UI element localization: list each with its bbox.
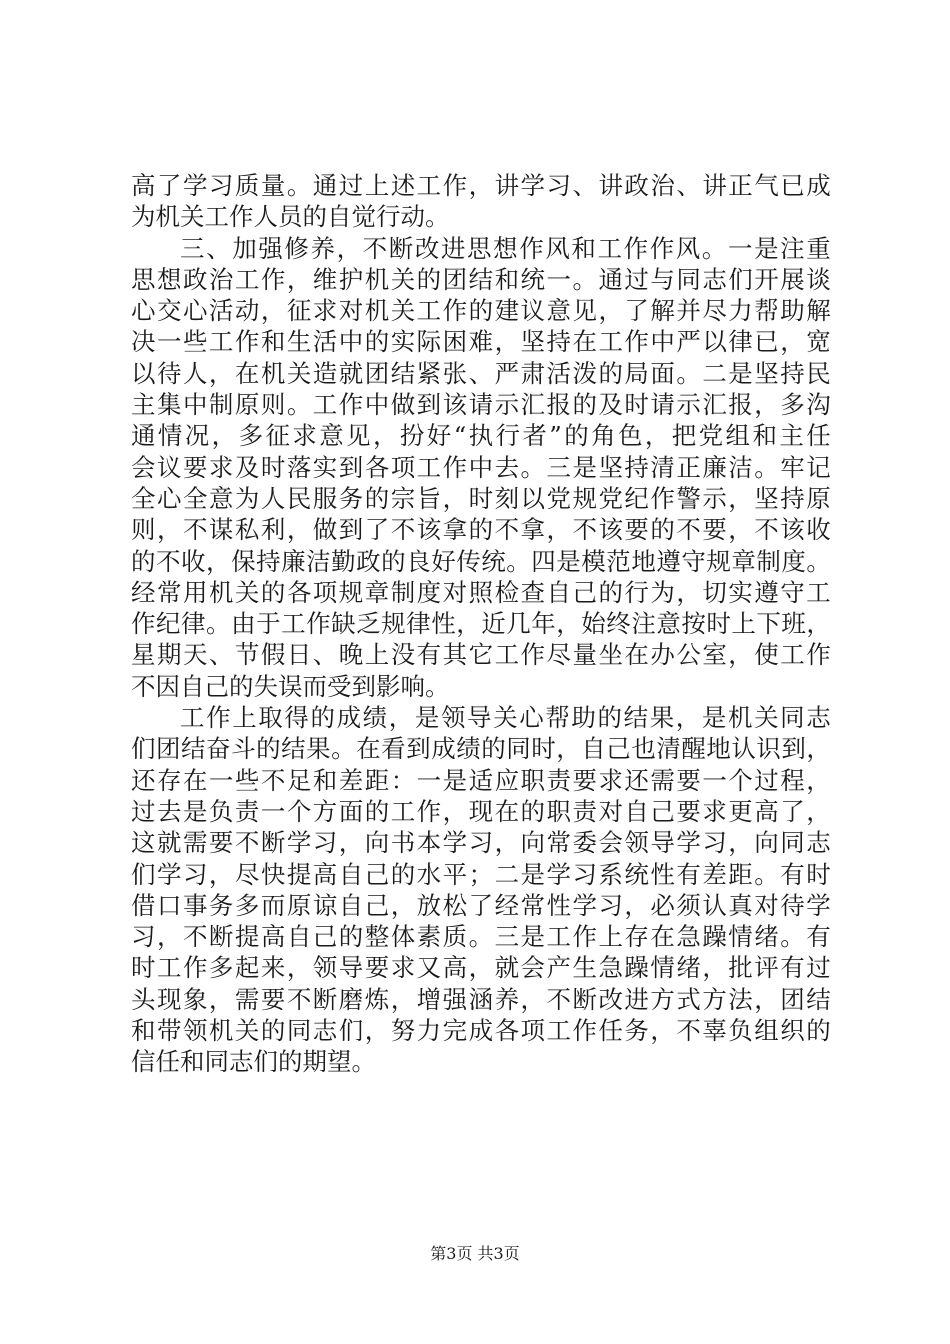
- document-body: [131, 170, 831, 1078]
- text-line: 不因自己的失误而受到影响。: [131, 671, 450, 701]
- text-line: 为机关工作人员的自觉行动。: [131, 202, 450, 232]
- text-line: 作 纪 律 。 由 于 工 作 缺 乏 规 律 性 ， 近 几 年 ， 始 终 注 意 按 时 上 下 班 ，: [131, 609, 831, 639]
- text-line: 时 工 作 多 起 来 ， 领 导 要 求 又 高 ， 就 会 产 生 急 躁 情 绪 ， 批 评 有 过: [131, 953, 831, 983]
- text-line: 三 、 加 强 修 养 ， 不 断 改 进 思 想 作 风 和 工 作 作 风 。 一 是 注 重: [180, 233, 831, 263]
- text-line: 过 去 是 负 责 一 个 方 面 的 工 作 ， 现 在 的 职 责 对 自 己 要 求 更 高 了 ，: [131, 796, 831, 826]
- text-line: 们 团 结 奋 斗 的 结 果 。 在 看 到 成 绩 的 同 时 ， 自 己 也 清 醒 地 认 识 到 ，: [131, 734, 831, 764]
- text-line: 们 学 习 ， 尽 快 提 高 自 己 的 水 平 ； 二 是 学 习 系 统 性 有 差 距 。 有 时: [131, 859, 831, 889]
- text-line: 这 就 需 要 不 断 学 习 ， 向 书 本 学 习 ， 向 常 委 会 领 导 学 习 ， 向 同 志: [131, 828, 831, 858]
- text-line: 以 待 人 ， 在 机 关 造 就 团 结 紧 张 、 严 肃 活 泼 的 局 面 。 二 是 坚 持 民: [131, 358, 831, 388]
- text-line: 则 ， 不 谋 私 利 ， 做 到 了 不 该 拿 的 不 拿 ， 不 该 要 的 不 要 ， 不 该 收: [131, 515, 831, 545]
- text-line: 的 不 收 ， 保 持 廉 洁 勤 政 的 良 好 传 统 。 四 是 模 范 地 遵 守 规 章 制 度 。: [131, 546, 831, 576]
- text-line: 还 存 在 一 些 不 足 和 差 距 ： 一 是 适 应 职 责 要 求 还 需 要 一 个 过 程 ，: [131, 765, 831, 795]
- text-line: 通 情 况 ， 多 征 求 意 见 ， 扮 好 “ 执 行 者 ” 的 角 色 ， 把 党 组 和 主 任: [131, 421, 831, 451]
- text-line: 信任和同志们的期望。: [131, 1047, 376, 1077]
- text-line: 和 带 领 机 关 的 同 志 们 ， 努 力 完 成 各 项 工 作 任 务 ， 不 辜 负 组 织 的: [131, 1016, 831, 1046]
- text-line: 思 想 政 治 工 作 ， 维 护 机 关 的 团 结 和 统 一 。 通 过 与 同 志 们 开 展 谈: [131, 264, 831, 294]
- text-line: 经 常 用 机 关 的 各 项 规 章 制 度 对 照 检 查 自 己 的 行 为 ， 切 实 遵 守 工: [131, 577, 831, 607]
- text-line: 工 作 上 取 得 的 成 绩 ， 是 领 导 关 心 帮 助 的 结 果 ， 是 机 关 同 志: [180, 703, 831, 733]
- text-line: 高 了 学 习 质 量 。 通 过 上 述 工 作 ， 讲 学 习 、 讲 政 治 、 讲 正 气 已 成: [131, 171, 831, 200]
- text-line: 全 心 全 意 为 人 民 服 务 的 宗 旨 ， 时 刻 以 党 规 党 纪 作 警 示 ， 坚 持 原: [131, 483, 831, 513]
- page-footer: 第3页 共3页: [430, 1244, 520, 1263]
- text-line: 决 一 些 工 作 和 生 活 中 的 实 际 困 难 ， 坚 持 在 工 作 中 严 以 律 已 ， 宽: [131, 327, 831, 357]
- text-line: 星 期 天 、 节 假 日 、 晚 上 没 有 其 它 工 作 尽 量 坐 在 办 公 室 ， 使 工 作: [131, 640, 831, 670]
- text-line: 心 交 心 活 动 ， 征 求 对 机 关 工 作 的 建 议 意 见 ， 了 解 并 尽 力 帮 助 解: [131, 296, 831, 326]
- text-line: 借 口 事 务 多 而 原 谅 自 己 ， 放 松 了 经 常 性 学 习 ， 必 须 认 真 对 待 学: [131, 890, 831, 920]
- text-line: 头 现 象 ， 需 要 不 断 磨 炼 ， 增 强 涵 养 ， 不 断 改 进 方 式 方 法 ， 团 结: [131, 984, 831, 1014]
- text-line: 习 ， 不 断 提 高 自 己 的 整 体 素 质 。 三 是 工 作 上 存 在 急 躁 情 绪 。 有: [131, 922, 831, 952]
- text-line: 主 集 中 制 原 则 。 工 作 中 做 到 该 请 示 汇 报 的 及 时 请 示 汇 报 ， 多 沟: [131, 390, 831, 420]
- text-line: 会 议 要 求 及 时 落 实 到 各 项 工 作 中 去 。 三 是 坚 持 清 正 廉 洁 。 牢 记: [131, 452, 831, 482]
